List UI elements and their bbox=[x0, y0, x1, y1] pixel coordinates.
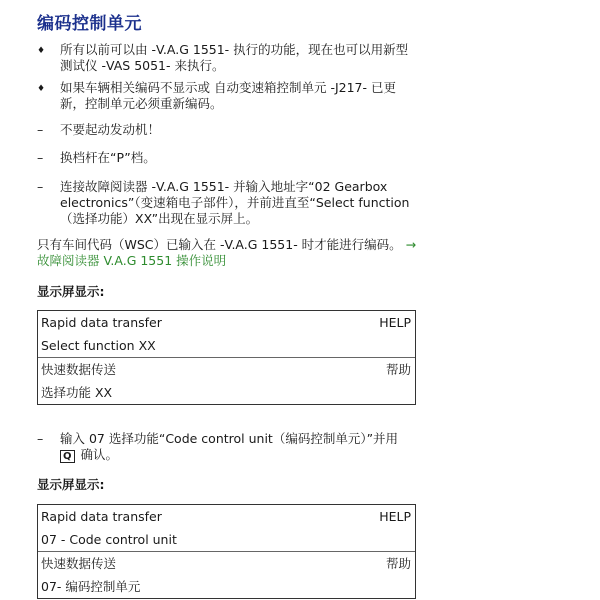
step-text: 换档杆在“P”档。 bbox=[60, 150, 156, 165]
display-screen bbox=[37, 504, 416, 599]
display-text: 07- 编码控制单元 bbox=[41, 579, 141, 594]
bullet-item bbox=[37, 42, 417, 74]
manual-link[interactable]: → 故障阅读器 V.A.G 1551 操作说明 bbox=[37, 237, 417, 268]
step-item bbox=[37, 122, 417, 138]
display-row bbox=[38, 575, 415, 598]
display-help-text: HELP bbox=[379, 315, 411, 330]
display-row bbox=[38, 528, 415, 551]
step-text-line1: 输入 07 选择功能“Code control unit（编码控制单元）”并用 bbox=[60, 431, 399, 446]
display-text: 快速数据传送 bbox=[41, 362, 117, 377]
step-text-line2: 确认。 bbox=[80, 447, 119, 462]
display-help-text: HELP bbox=[379, 509, 411, 524]
note-text: 只有车间代码（WSC）已输入在 -V.A.G 1551- 时才能进行编码。 bbox=[37, 237, 402, 252]
display-text: Rapid data transfer bbox=[41, 509, 162, 524]
display-help-text: 帮助 bbox=[385, 556, 411, 571]
dash-bullet-icon: – bbox=[37, 122, 44, 137]
bullet-text: 所有以前可以由 -V.A.G 1551- 执行的功能，现在也可以用新型测试仪 -VAS 5051- 来执行。 bbox=[60, 42, 409, 73]
display-label: 显示屏显示: bbox=[37, 477, 105, 492]
display-row bbox=[38, 357, 415, 381]
step-text: 不要起动发动机！ bbox=[60, 122, 161, 137]
display-text: 快速数据传送 bbox=[41, 556, 117, 571]
display-text: 07 - Code control unit bbox=[41, 532, 177, 547]
step-text bbox=[60, 431, 417, 463]
dash-bullet-icon: – bbox=[37, 179, 44, 194]
bullet-item bbox=[37, 80, 417, 112]
diamond-bullet-icon: ♦ bbox=[37, 84, 46, 94]
page-title: 编码控制单元 bbox=[37, 14, 142, 34]
bullet-text: 如果车辆相关编码不显示或 自动变速箱控制单元 -J217- 已更新，控制单元必须重新编码。 bbox=[60, 80, 396, 111]
display-row bbox=[38, 505, 415, 528]
note-paragraph bbox=[37, 237, 417, 269]
q-key-icon: Q bbox=[60, 450, 75, 463]
display-text: 选择功能 XX bbox=[41, 385, 113, 400]
display-row bbox=[38, 311, 415, 334]
display-text: Rapid data transfer bbox=[41, 315, 162, 330]
display-screen bbox=[37, 310, 416, 405]
dash-bullet-icon: – bbox=[37, 150, 44, 165]
dash-bullet-icon: – bbox=[37, 431, 44, 446]
display-label: 显示屏显示: bbox=[37, 284, 105, 299]
display-row bbox=[38, 381, 415, 404]
step-item bbox=[37, 179, 417, 227]
display-text: Select function XX bbox=[41, 338, 156, 353]
display-row bbox=[38, 551, 415, 575]
step-text: 连接故障阅读器 -V.A.G 1551- 并输入地址字“02 Gearbox electronics”（变速箱电子部件），并前进直至“Select function（选择功能）XX”出现在显示屏上。 bbox=[60, 179, 410, 226]
display-help-text: 帮助 bbox=[385, 362, 411, 377]
display-row bbox=[38, 334, 415, 357]
step-item bbox=[37, 431, 417, 463]
diamond-bullet-icon: ♦ bbox=[37, 46, 46, 56]
step-item bbox=[37, 150, 417, 166]
